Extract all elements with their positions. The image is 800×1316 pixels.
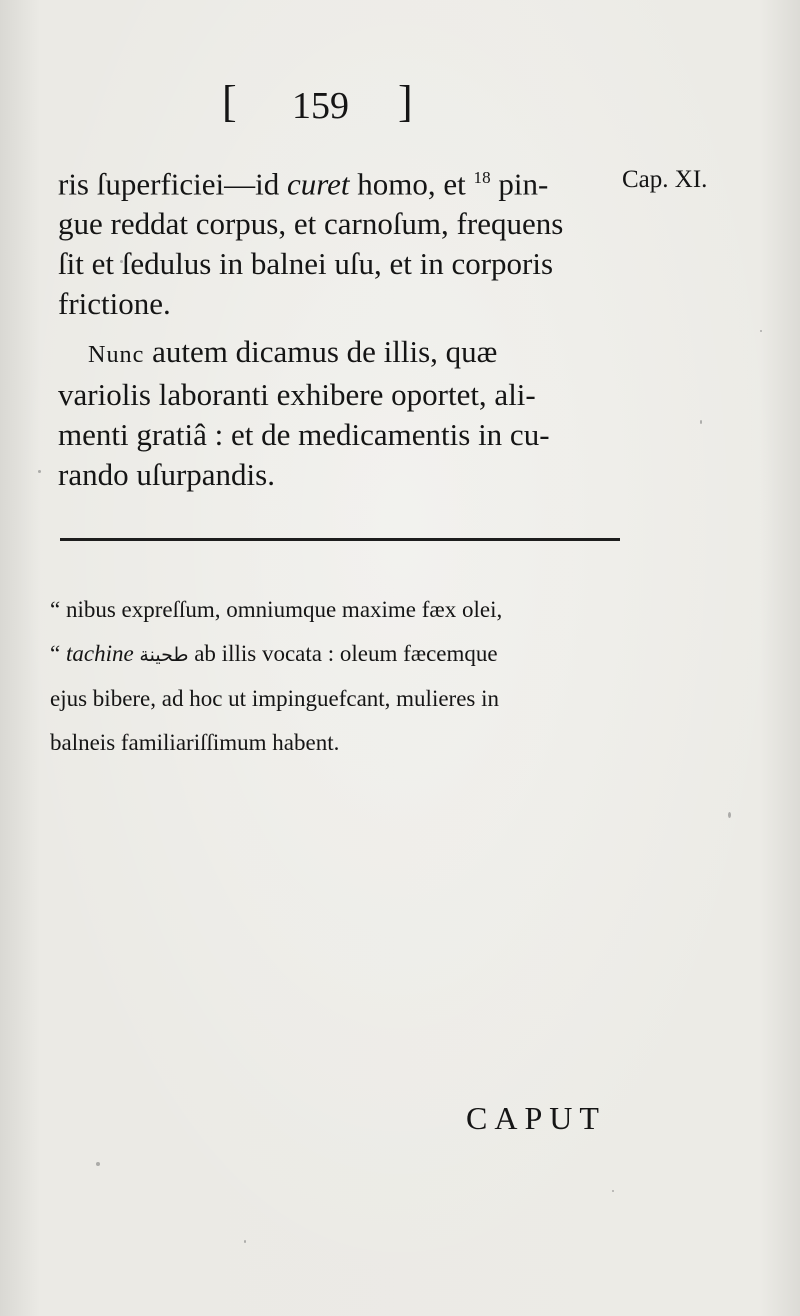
header-bracket-right: ] <box>398 77 413 126</box>
footnote <box>50 588 630 765</box>
page-number: 159 <box>292 85 349 127</box>
paragraph-1 <box>58 158 618 324</box>
p1-line1-text-a: ris ſuperficiei—id <box>58 166 287 202</box>
paragraph-1-line-2: gue reddat corpus, et carnoſum, frequens <box>58 206 564 242</box>
footnote-line-2 <box>50 632 630 677</box>
paragraph-2-line-3: menti gratiâ : et de medicamentis in cu- <box>58 417 550 452</box>
p2-line1-rest: autem dicamus de illis, quæ <box>144 334 498 369</box>
paper-speck <box>96 1162 100 1166</box>
paper-speck <box>700 420 702 424</box>
paragraph-1-line-1 <box>58 158 618 204</box>
footnote-italic-word: tachine <box>65 641 134 666</box>
footnote-line-4: balneis familiariſſimum habent. <box>50 730 340 755</box>
paper-speck <box>612 1190 614 1192</box>
header-bracket-left: [ <box>222 77 237 126</box>
arabic-word: طحينة <box>139 644 189 666</box>
footnote-line2-rest: ab illis vocata : oleum fæcemque <box>188 641 498 666</box>
p1-line1-text-c: pin- <box>490 166 549 202</box>
paragraph-1-line-3: ſit et ſedulus in balnei uſu, et in corporis <box>58 246 554 282</box>
footnote-reference: 18 <box>473 168 491 187</box>
small-caps-lead: Nunc <box>88 341 145 368</box>
catchword: CAPUT <box>466 1100 606 1136</box>
page-header <box>222 72 422 132</box>
paragraph-1-line-4: frictione. <box>58 286 171 322</box>
paper-speck <box>38 470 41 473</box>
chapter-side-note: Cap. XI. <box>622 166 708 193</box>
p1-line1-text-b: homo, et <box>349 166 474 202</box>
paper-speck <box>760 330 762 332</box>
paper-speck <box>244 1240 246 1243</box>
paper-speck <box>728 812 731 818</box>
p1-line1-italic: curet <box>287 166 350 202</box>
paragraph-2-line-4: rando uſurpandis. <box>58 457 275 492</box>
footnote-line-1: “ nibus expreſſum, omniumque maxime fæx olei, <box>50 597 503 622</box>
paragraph-2 <box>58 332 618 495</box>
footnote-line2-quote: “ <box>50 641 66 666</box>
paragraph-2-line-1 <box>58 332 618 375</box>
footnote-divider <box>60 538 620 541</box>
paragraph-2-line-2: variolis laboranti exhibere oportet, ali- <box>58 377 536 412</box>
footnote-line-3: ejus bibere, ad hoc ut impinguefcant, mulieres in <box>50 686 500 711</box>
